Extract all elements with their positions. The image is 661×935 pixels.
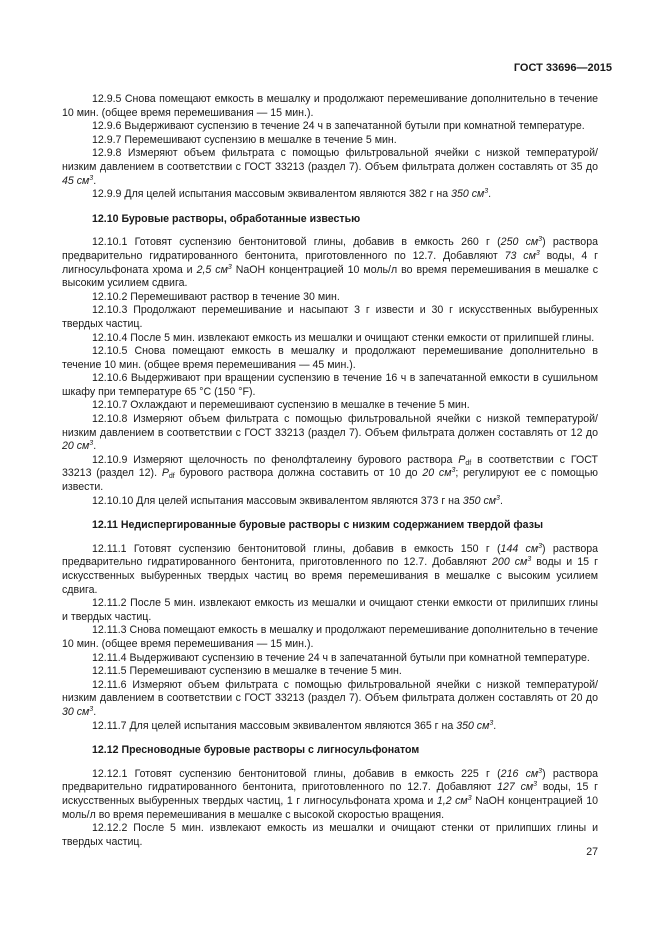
text-run: 3	[538, 542, 543, 550]
text-run: 12.10.2 Перемешивают раствор в течение 30 мин.	[92, 290, 340, 303]
paragraph	[62, 332, 598, 346]
text-run: 12.9.5 Снова помещают емкость в мешалку и продолжают перемешивание дополнительно в течение 10 мин. (общее время перемешивания — 15 мин.).	[62, 93, 598, 119]
text-run: 3	[538, 767, 543, 775]
text-run: P	[161, 467, 169, 480]
paragraph	[62, 304, 598, 331]
text-run: ) раствора предварительно гидратированного бентонита, приготовленного по 12.7. Добавляют	[62, 542, 599, 569]
text-run: 30 см	[62, 705, 90, 718]
paragraph	[62, 345, 598, 372]
paragraph	[62, 768, 598, 822]
text-run: .	[499, 494, 503, 507]
text-run: 3	[489, 719, 494, 727]
text-run: 12.12.1 Готовят суспензию бентонитовой глины, добавив в емкость 225 г (	[92, 767, 501, 780]
paragraph	[62, 134, 598, 148]
text-run: 12.10.4 После 5 мин. извлекают емкость из мешалки и очищают стенки емкости от прилипшей глины.	[92, 331, 595, 344]
text-run: 12.10.6 Выдерживают при вращении суспензию в течение 16 ч в запечатанной емкости в сушильном шкафу при температуре 65 °С (150 °F).	[62, 372, 598, 398]
text-run: 12.11.7 Для целей испытания массовым эквивалентом являются 365 г на	[92, 719, 457, 732]
text-run: 20 см	[62, 440, 90, 453]
text-run: 12.9.9 Для целей испытания массовым эквивалентом являются 382 г на	[92, 188, 452, 201]
section-heading	[62, 744, 598, 758]
paragraph	[62, 188, 598, 202]
paragraph	[62, 236, 598, 290]
text-run: NaOH концентрацией 10 моль/л во время перемешивания в мешалке с высокой скоростью вращения.	[62, 794, 598, 821]
section-heading	[62, 213, 598, 227]
text-run: 12.11.4 Выдерживают суспензию в течение 24 ч в запечатанной бутыли при комнатной температуре.	[92, 651, 590, 664]
text-run: 12.9.7 Перемешивают суспензию в мешалке в течение 5 мин.	[92, 133, 397, 146]
text-run: 1,2 см	[436, 794, 468, 807]
text-run: в соответствии с ГОСТ 33213 (раздел 12).	[62, 453, 598, 480]
document-header: ГОСТ 33696—2015	[513, 62, 612, 74]
paragraph	[62, 120, 598, 134]
text-run: 45 см	[62, 174, 90, 187]
text-run: 216 см	[500, 767, 539, 780]
paragraph	[62, 624, 598, 651]
text-run: воды, 15 г искусственных выбуренных твердых частиц, 1 г лигносульфоната хрома и	[62, 781, 598, 807]
text-run: df	[168, 473, 175, 481]
text-run: 3	[496, 494, 500, 502]
text-run: бурового раствора должна составить от 10 до	[174, 467, 423, 480]
text-run: 350 см	[456, 719, 490, 732]
text-run: 350 см	[462, 494, 497, 507]
text-run: 73 см	[504, 249, 536, 262]
text-run: 3	[227, 263, 232, 271]
text-run: 12.9.6 Выдерживают суспензию в течение 24 ч в запечатанной бутыли при комнатной температуре.	[92, 120, 585, 133]
text-run: .	[488, 188, 492, 201]
text-run: 250 см	[500, 236, 539, 249]
text-run: P	[458, 453, 466, 466]
text-run: 20 см	[422, 467, 452, 480]
text-run: 12.9.8 Измеряют объем фильтрата с помощью фильтровальной ячейки с низкой температурой/низким давлением в соответствии с ГОСТ 33213 (раздел 7). Объем фильтрата должен составлять от 35 до	[62, 147, 598, 173]
text-run: воды, 4 г лигносульфоната хрома и	[62, 249, 598, 276]
text-run: NaOH концентрацией 10 моль/л во время перемешивания в мешалке с высоким усилием сдвига.	[62, 263, 599, 290]
paragraph	[62, 93, 598, 120]
text-run: 12.11.2 После 5 мин. извлекают емкость из мешалки и очищают стенки емкости от прилипших глины и твердых частиц.	[62, 597, 598, 623]
text-run: ) раствора предварительно гидратированного бентонита, приготовленного по 12.7. Добавляют	[62, 767, 598, 794]
text-run: 3	[467, 794, 472, 802]
text-run: 3	[538, 236, 543, 244]
paragraph	[62, 665, 598, 679]
text-run: .	[93, 440, 97, 453]
paragraph	[62, 495, 598, 509]
text-run: df	[465, 459, 472, 467]
text-run: 3	[89, 705, 94, 713]
text-run: 144 см	[500, 542, 539, 555]
paragraph	[62, 720, 598, 734]
text-run: 3	[89, 440, 94, 448]
text-run: 12.10.3 Продолжают перемешивание и насыпают 3 г извести и 30 г искусственных выбуренных твердых частиц.	[62, 304, 598, 330]
paragraph	[62, 679, 598, 720]
paragraph	[62, 652, 598, 666]
text-run: 350 см	[451, 188, 485, 201]
paragraph	[62, 147, 598, 188]
text-run: .	[93, 174, 97, 187]
text-run: ; регулируют ее с помощью извести.	[62, 467, 598, 494]
text-run: 12.12.2 После 5 мин. извлекают емкость из мешалки и очищают стенки от прилипших глины и твердых частиц.	[62, 822, 598, 848]
text-run: .	[93, 705, 97, 718]
paragraph	[62, 399, 598, 413]
paragraph	[62, 543, 598, 597]
text-run: 12.11.6 Измеряют объем фильтрата с помощью фильтровальной ячейки с низкой температурой/низким давлением в соответствии с ГОСТ 33213 (раздел 7). Объем фильтрата должен составлять от 20 до	[62, 678, 598, 705]
text-run: 12.10.5 Снова помещают емкость в мешалку и продолжают перемешивание дополнительно в течение 10 мин. (общее время перемешивания — 45 мин.).	[62, 345, 598, 371]
text-run: 12.10.7 Охлаждают и перемешивают суспензию в мешалке в течение 5 мин.	[92, 399, 470, 412]
text-run: 200 см	[492, 556, 528, 569]
text-run: 12.11.5 Перемешивают суспензию в мешалке в течение 5 мин.	[92, 665, 402, 678]
paragraph	[62, 413, 598, 454]
text-run: 12.11 Недиспергированные буровые растворы с низким содержанием твердой фазы	[92, 519, 544, 532]
text-run: 3	[451, 467, 456, 475]
text-run: 3	[89, 174, 94, 182]
text-run: 127 см	[497, 781, 534, 794]
text-run: 3	[535, 249, 540, 257]
text-run: 12.10.9 Измеряют щелочность по фенолфталеину бурового раствора	[92, 453, 459, 466]
paragraph	[62, 822, 598, 849]
text-run: 12.12 Пресноводные буровые растворы с лигносульфонатом	[92, 744, 420, 757]
page-number: 27	[586, 846, 598, 858]
paragraph	[62, 597, 598, 624]
text-run: 12.10 Буровые растворы, обработанные известью	[92, 212, 361, 225]
text-run: 3	[484, 188, 489, 196]
text-run: 3	[533, 781, 538, 789]
text-run: 12.11.3 Снова помещают емкость в мешалку и продолжают перемешивание дополнительно в течение 10 мин. (общее время перемешивания — 15 мин.).	[62, 624, 598, 650]
paragraph	[62, 454, 598, 495]
text-run: воды и 15 г искусственных выбуренных твердых частиц во время перемешивания в мешалке с высоким усилием сдвига.	[62, 556, 598, 596]
text-run: 12.10.1 Готовят суспензию бентонитовой глины, добавив в емкость 260 г (	[92, 236, 501, 249]
paragraph	[62, 372, 598, 399]
document-body	[62, 93, 598, 849]
text-run: .	[493, 719, 497, 732]
text-run: 12.10.8 Измеряют объем фильтрата с помощью фильтровальной ячейки с низкой температурой/низким давлением в соответствии с ГОСТ 33213 (раздел 7). Объем фильтрата должен составлять от 12 до	[62, 413, 598, 439]
section-heading	[62, 519, 598, 533]
paragraph	[62, 291, 598, 305]
text-run: 2,5 см	[196, 263, 228, 276]
text-run: ) раствора предварительно гидратированного бентонита, приготовленного по 12.7. Добавляют	[62, 236, 598, 262]
text-run: 3	[527, 556, 532, 564]
text-run: 12.10.10 Для целей испытания массовым эквивалентом являются 373 г на	[92, 494, 463, 507]
text-run: 12.11.1 Готовят суспензию бентонитовой глины, добавив в емкость 150 г (	[92, 542, 501, 555]
